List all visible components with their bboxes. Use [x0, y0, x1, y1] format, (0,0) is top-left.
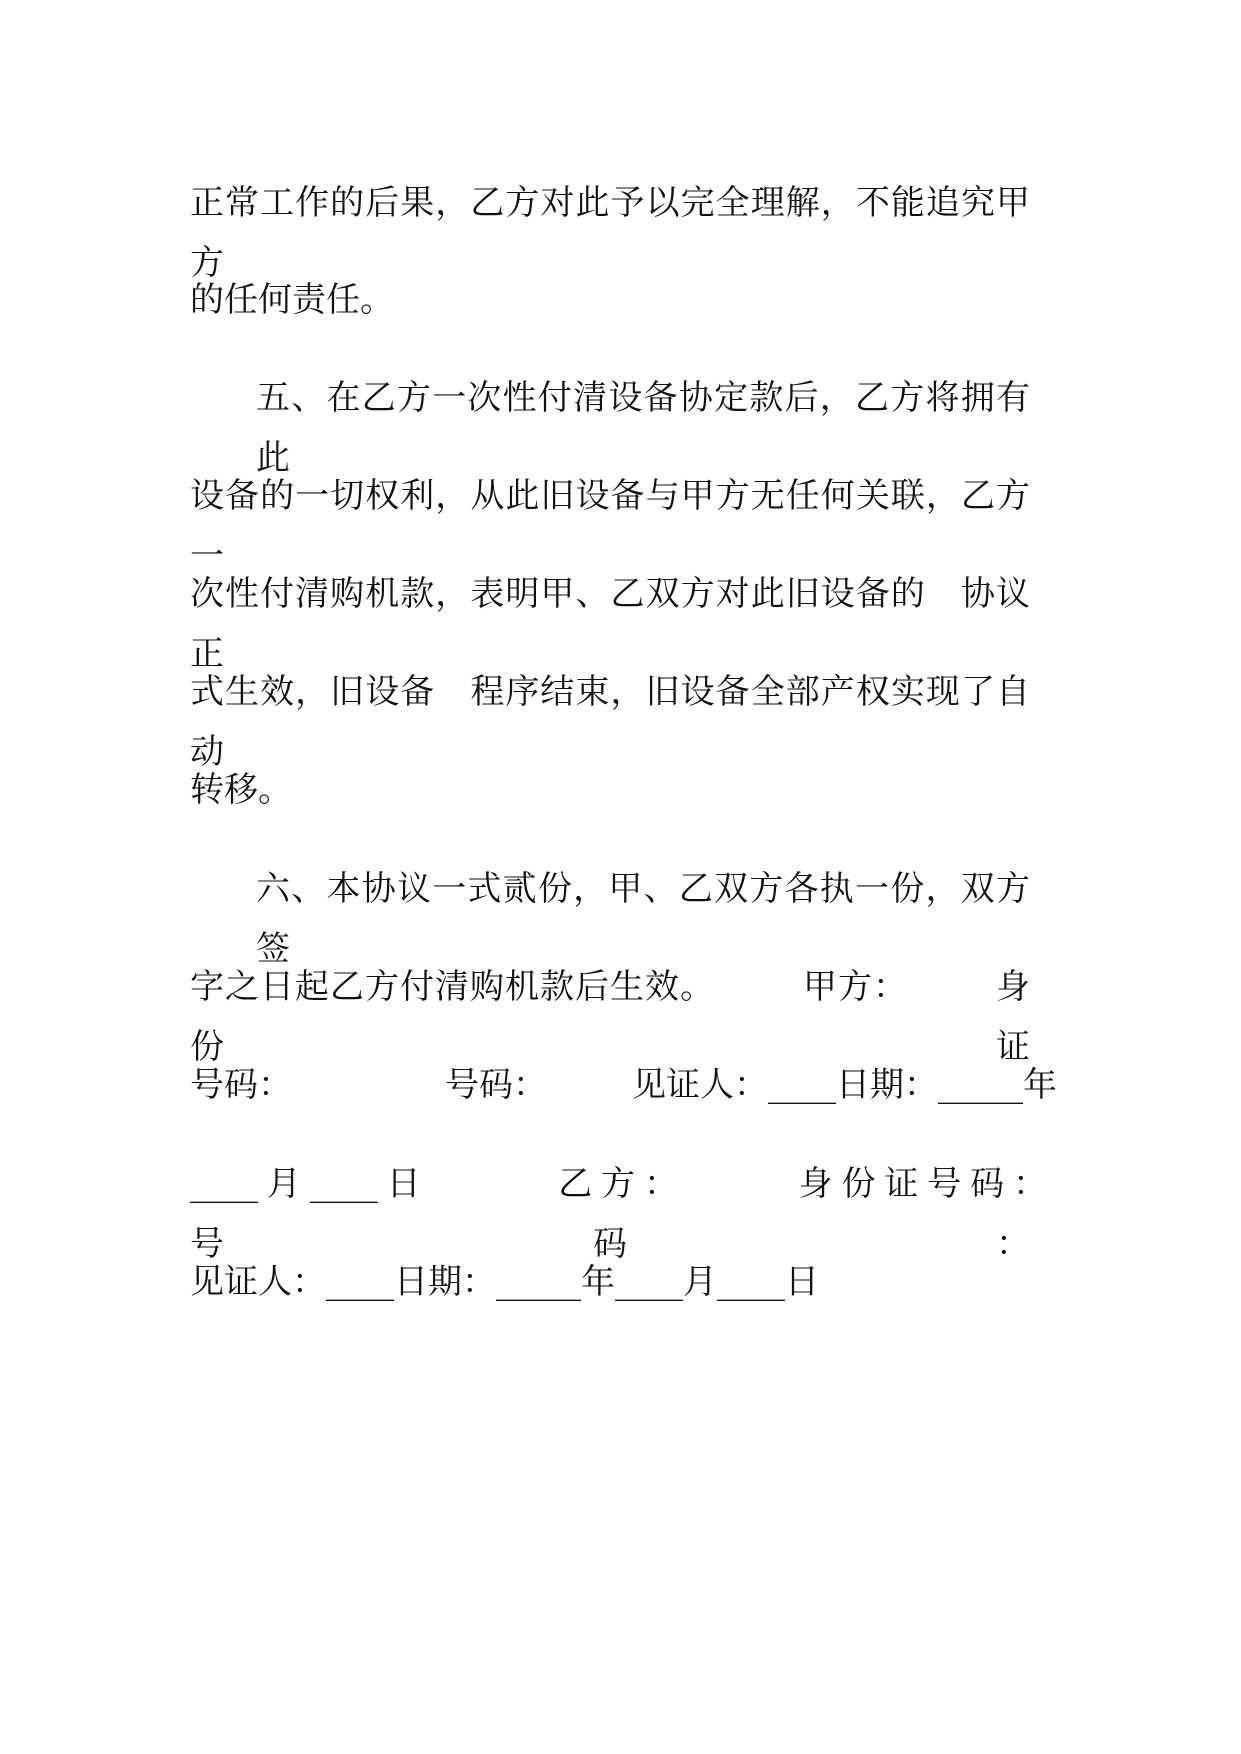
text-line: 的任何责任。 — [190, 280, 394, 320]
text-line: 设备的一切权利，从此旧设备与甲方无任何关联，乙方一 — [190, 476, 1030, 576]
text-line: 次性付清购机款，表明甲、乙双方对此旧设备的 协议正 — [190, 574, 1030, 674]
text-line: 正常工作的后果，乙方对此予以完全理解，不能追究甲方 — [190, 183, 1030, 283]
text-line: 式生效，旧设备 程序结束，旧设备全部产权实现了自动 — [190, 672, 1030, 772]
text-line: 字之日起乙方付清购机款后生效。 甲方： 身份证 — [190, 967, 1030, 1067]
signature-line: ____月____日 乙方： 身份证号码： 号码： — [190, 1164, 1200, 1264]
signature-line: 号码： 号码： 见证人：____日期：_____年 — [190, 1065, 1057, 1105]
signature-line: 见证人：____日期：_____年____月____日 — [190, 1262, 819, 1302]
text-line: 转移。 — [190, 770, 292, 810]
paragraph-five-start: 五、在乙方一次性付清设备协定款后，乙方将拥有此 — [256, 378, 1030, 478]
paragraph-six-start: 六、本协议一式贰份，甲、乙双方各执一份，双方签 — [256, 869, 1030, 969]
